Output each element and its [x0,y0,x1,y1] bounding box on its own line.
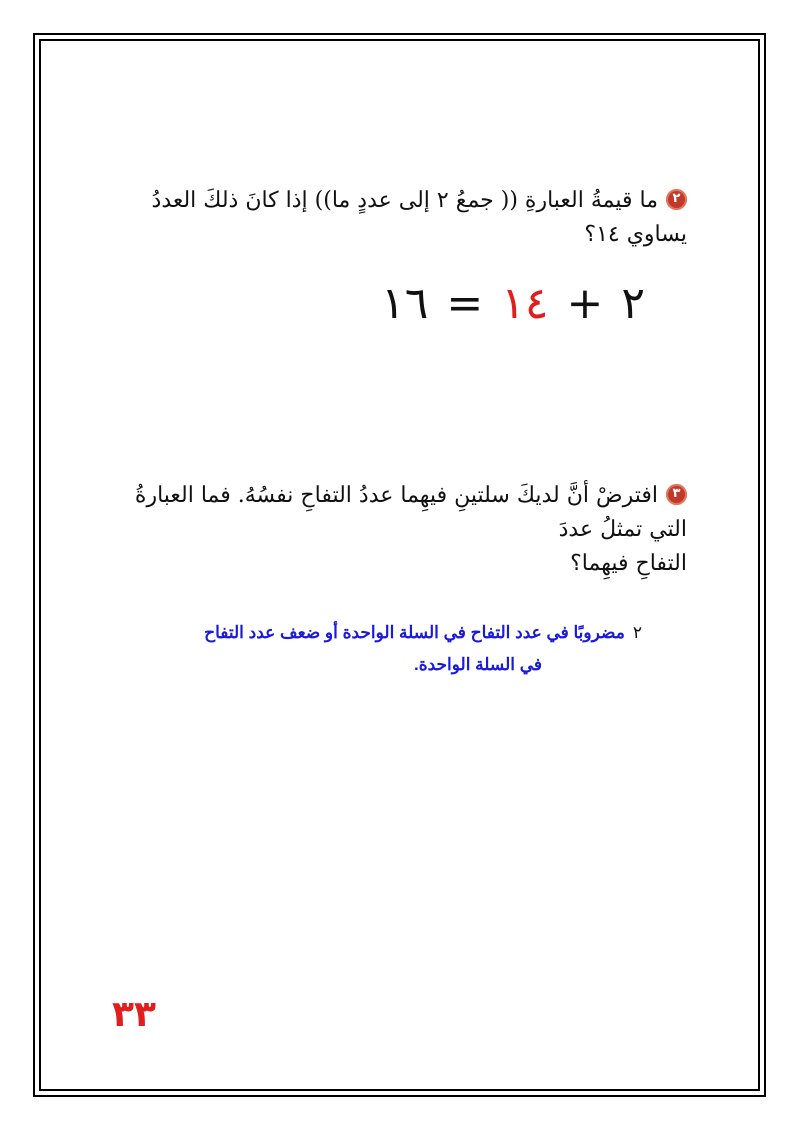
question-2-text-line2: يساوي ١٤؟ [584,222,687,248]
equation-equals-sign: = [446,278,484,329]
equation-result: ١٦ [381,278,429,329]
equation-addend: ٢ [621,278,645,329]
equation [381,278,645,329]
question-3-text-line1: افترضْ أنَّ لديكَ سلتينِ فيهِما عددُ التفاحِ نفسُهُ. فما العبارةُ التي تمثلُ عددَ [134,483,687,543]
answer-number: ٢ [632,623,642,643]
question-3-text-line2: التفاحِ فيهِما؟ [570,551,687,577]
question-2 [127,184,687,252]
equation-highlighted-addend: ١٤ [501,278,549,329]
question-3 [127,479,687,581]
equation-plus-sign: + [566,278,604,329]
question-2-number-badge: ٢ [666,189,687,210]
question-2-text-line1: ما قيمةُ العبارةِ (( جمعُ ٢ إلى عددٍ ما)) إذا كانَ ذلكَ العددُ [151,188,658,213]
question-3-number-badge: ٣ [666,484,687,505]
answer-3 [162,617,642,682]
answer-text-line2: في السلة الواحدة. [413,655,542,675]
answer-text-line1: مضروبًا في عدد التفاح في السلة الواحدة أو ضعف عدد التفاح [204,623,625,642]
page-number: ٣٣ [112,994,156,1035]
